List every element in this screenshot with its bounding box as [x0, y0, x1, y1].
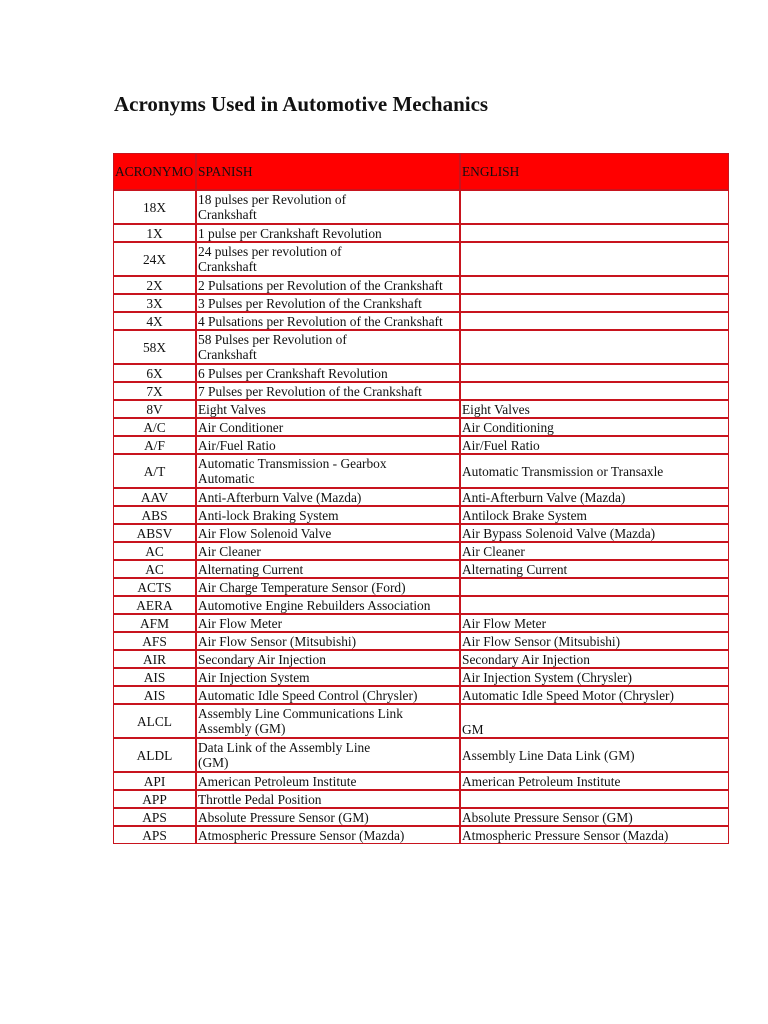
table-row: [113, 614, 729, 632]
table-row: [113, 454, 729, 488]
english-text: Air Conditioning: [462, 419, 554, 435]
spanish-cell: [196, 826, 460, 844]
english-cell: [460, 632, 729, 650]
table-row: [113, 330, 729, 364]
column-header-spanish: SPANISH: [196, 153, 460, 190]
spanish-cell: [196, 614, 460, 632]
spanish-text: 6 Pulses per Crankshaft Revolution: [198, 365, 388, 381]
table-row: [113, 294, 729, 312]
english-cell: [460, 808, 729, 826]
spanish-text: Air Flow Sensor (Mitsubishi): [198, 633, 357, 649]
english-cell: [460, 704, 729, 738]
spanish-text: Air Injection System: [198, 669, 310, 685]
acronym-cell: APS: [113, 826, 196, 844]
english-cell: [460, 454, 729, 488]
table-row: [113, 242, 729, 276]
english-cell: [460, 224, 729, 242]
spanish-cell: [196, 312, 460, 330]
english-cell: [460, 650, 729, 668]
column-header-english: ENGLISH: [460, 153, 729, 190]
english-cell: [460, 686, 729, 704]
english-cell: [460, 738, 729, 772]
acronym-cell: 58X: [113, 330, 196, 364]
table-row: [113, 650, 729, 668]
spanish-text: American Petroleum Institute: [198, 773, 357, 789]
acronym-cell: 4X: [113, 312, 196, 330]
spanish-text: 18 pulses per Revolution of Crankshaft: [198, 192, 347, 222]
table-row: [113, 738, 729, 772]
english-text: Atmospheric Pressure Sensor (Mazda): [462, 827, 669, 843]
english-cell: [460, 276, 729, 294]
english-cell: [460, 772, 729, 790]
spanish-cell: [196, 524, 460, 542]
table-row: [113, 524, 729, 542]
spanish-text: 7 Pulses per Revolution of the Crankshaft: [198, 383, 422, 399]
spanish-cell: [196, 686, 460, 704]
spanish-cell: [196, 704, 460, 738]
table-row: [113, 276, 729, 294]
english-text: Antilock Brake System: [462, 507, 587, 523]
spanish-cell: [196, 578, 460, 596]
acronym-cell: A/C: [113, 418, 196, 436]
english-text: Eight Valves: [462, 401, 530, 417]
spanish-cell: [196, 382, 460, 400]
english-text: Air Flow Meter: [462, 615, 547, 631]
table-row: [113, 560, 729, 578]
english-cell: [460, 400, 729, 418]
english-cell: [460, 242, 729, 276]
table-row: [113, 826, 729, 844]
spanish-text: Air/Fuel Ratio: [198, 437, 276, 453]
table-row: [113, 364, 729, 382]
spanish-cell: [196, 668, 460, 686]
english-cell: [460, 190, 729, 224]
spanish-text: Automatic Transmission - Gearbox Automatic: [198, 456, 387, 486]
english-text: Air Bypass Solenoid Valve (Mazda): [462, 525, 656, 541]
table-row: [113, 668, 729, 686]
acronym-cell: ALDL: [113, 738, 196, 772]
english-text: Secondary Air Injection: [462, 651, 590, 667]
table-row: [113, 436, 729, 454]
spanish-cell: [196, 276, 460, 294]
table-row: [113, 506, 729, 524]
table-body: [113, 190, 729, 844]
acronym-cell: API: [113, 772, 196, 790]
spanish-cell: [196, 772, 460, 790]
spanish-cell: [196, 454, 460, 488]
spanish-text: Automotive Engine Rebuilders Association: [198, 597, 431, 613]
spanish-cell: [196, 596, 460, 614]
english-text: Air Flow Sensor (Mitsubishi): [462, 633, 621, 649]
acronym-cell: A/T: [113, 454, 196, 488]
acronym-cell: AIR: [113, 650, 196, 668]
spanish-cell: [196, 738, 460, 772]
acronym-cell: A/F: [113, 436, 196, 454]
spanish-text: 2 Pulsations per Revolution of the Crankshaft: [198, 277, 443, 293]
spanish-text: Assembly Line Communications Link Assembly (GM): [198, 706, 403, 736]
spanish-cell: [196, 418, 460, 436]
acronym-cell: AC: [113, 542, 196, 560]
spanish-text: Anti-lock Braking System: [198, 507, 339, 523]
english-cell: [460, 436, 729, 454]
english-text: Assembly Line Data Link (GM): [462, 747, 635, 763]
table-row: [113, 418, 729, 436]
english-cell: [460, 488, 729, 506]
spanish-cell: [196, 436, 460, 454]
english-cell: [460, 826, 729, 844]
acronym-cell: ALCL: [113, 704, 196, 738]
spanish-text: 3 Pulses per Revolution of the Crankshaft: [198, 295, 422, 311]
table-row: [113, 488, 729, 506]
spanish-text: Throttle Pedal Position: [198, 791, 322, 807]
table-row: [113, 312, 729, 330]
spanish-text: Automatic Idle Speed Control (Chrysler): [198, 687, 418, 703]
english-text: Air Injection System (Chrysler): [462, 669, 632, 685]
acronym-cell: 7X: [113, 382, 196, 400]
spanish-cell: [196, 294, 460, 312]
acronym-cell: 2X: [113, 276, 196, 294]
english-cell: [460, 614, 729, 632]
spanish-text: 1 pulse per Crankshaft Revolution: [198, 225, 382, 241]
acronym-cell: APS: [113, 808, 196, 826]
acronym-cell: 3X: [113, 294, 196, 312]
acronym-cell: 8V: [113, 400, 196, 418]
spanish-text: Atmospheric Pressure Sensor (Mazda): [198, 827, 405, 843]
english-cell: [460, 312, 729, 330]
spanish-cell: [196, 808, 460, 826]
acronym-cell: 24X: [113, 242, 196, 276]
english-cell: [460, 542, 729, 560]
table-row: [113, 772, 729, 790]
spanish-text: Anti-Afterburn Valve (Mazda): [198, 489, 362, 505]
english-cell: [460, 330, 729, 364]
table-row: [113, 578, 729, 596]
table-header-row: [113, 153, 729, 190]
table-row: [113, 686, 729, 704]
english-text: Air Cleaner: [462, 543, 525, 559]
spanish-text: 58 Pulses per Revolution of Crankshaft: [198, 332, 347, 362]
acronym-cell: AAV: [113, 488, 196, 506]
acronym-cell: AC: [113, 560, 196, 578]
spanish-text: Air Conditioner: [198, 419, 284, 435]
acronym-cell: ABSV: [113, 524, 196, 542]
spanish-cell: [196, 364, 460, 382]
english-cell: [460, 790, 729, 808]
spanish-cell: [196, 650, 460, 668]
spanish-text: Eight Valves: [198, 401, 266, 417]
spanish-cell: [196, 190, 460, 224]
english-text: Air/Fuel Ratio: [462, 437, 540, 453]
spanish-text: Air Cleaner: [198, 543, 261, 559]
english-cell: [460, 418, 729, 436]
table-row: [113, 542, 729, 560]
english-text: GM: [462, 722, 484, 737]
spanish-cell: [196, 560, 460, 578]
table-row: [113, 190, 729, 224]
spanish-text: 24 pulses per revolution of Crankshaft: [198, 244, 342, 274]
table-row: [113, 632, 729, 650]
table-row: [113, 382, 729, 400]
spanish-cell: [196, 632, 460, 650]
english-cell: [460, 560, 729, 578]
english-cell: [460, 364, 729, 382]
table-row: [113, 704, 729, 738]
acronym-cell: 18X: [113, 190, 196, 224]
english-cell: [460, 668, 729, 686]
english-cell: [460, 578, 729, 596]
english-text: Anti-Afterburn Valve (Mazda): [462, 489, 626, 505]
spanish-cell: [196, 790, 460, 808]
spanish-text: Absolute Pressure Sensor (GM): [198, 809, 369, 825]
acronym-cell: AIS: [113, 686, 196, 704]
acronym-cell: AERA: [113, 596, 196, 614]
spanish-text: Air Flow Solenoid Valve: [198, 525, 332, 541]
spanish-cell: [196, 506, 460, 524]
acronym-cell: APP: [113, 790, 196, 808]
spanish-text: 4 Pulsations per Revolution of the Crankshaft: [198, 313, 443, 329]
table-row: [113, 400, 729, 418]
page-title: Acronyms Used in Automotive Mechanics: [114, 92, 489, 116]
table-row: [113, 224, 729, 242]
spanish-text: Data Link of the Assembly Line (GM): [198, 740, 371, 770]
spanish-text: Air Charge Temperature Sensor (Ford): [198, 579, 406, 595]
english-cell: [460, 382, 729, 400]
spanish-cell: [196, 224, 460, 242]
spanish-text: Alternating Current: [198, 561, 304, 577]
spanish-cell: [196, 488, 460, 506]
acronym-cell: ABS: [113, 506, 196, 524]
acronym-cell: AFS: [113, 632, 196, 650]
english-cell: [460, 596, 729, 614]
english-cell: [460, 524, 729, 542]
spanish-cell: [196, 400, 460, 418]
acronym-cell: AFM: [113, 614, 196, 632]
english-text: Alternating Current: [462, 561, 568, 577]
spanish-text: Secondary Air Injection: [198, 651, 326, 667]
spanish-cell: [196, 330, 460, 364]
acronyms-table: [113, 153, 729, 844]
table-row: [113, 808, 729, 826]
english-text: Automatic Transmission or Transaxle: [462, 463, 664, 479]
english-text: Automatic Idle Speed Motor (Chrysler): [462, 687, 674, 703]
acronym-cell: 6X: [113, 364, 196, 382]
english-cell: [460, 506, 729, 524]
english-cell: [460, 294, 729, 312]
table-row: [113, 790, 729, 808]
acronym-cell: 1X: [113, 224, 196, 242]
spanish-text: Air Flow Meter: [198, 615, 283, 631]
acronym-cell: ACTS: [113, 578, 196, 596]
spanish-cell: [196, 542, 460, 560]
english-text: Absolute Pressure Sensor (GM): [462, 809, 633, 825]
table-row: [113, 596, 729, 614]
english-text: American Petroleum Institute: [462, 773, 621, 789]
acronym-cell: AIS: [113, 668, 196, 686]
spanish-cell: [196, 242, 460, 276]
column-header-acronym: ACRONYMO: [113, 153, 196, 190]
